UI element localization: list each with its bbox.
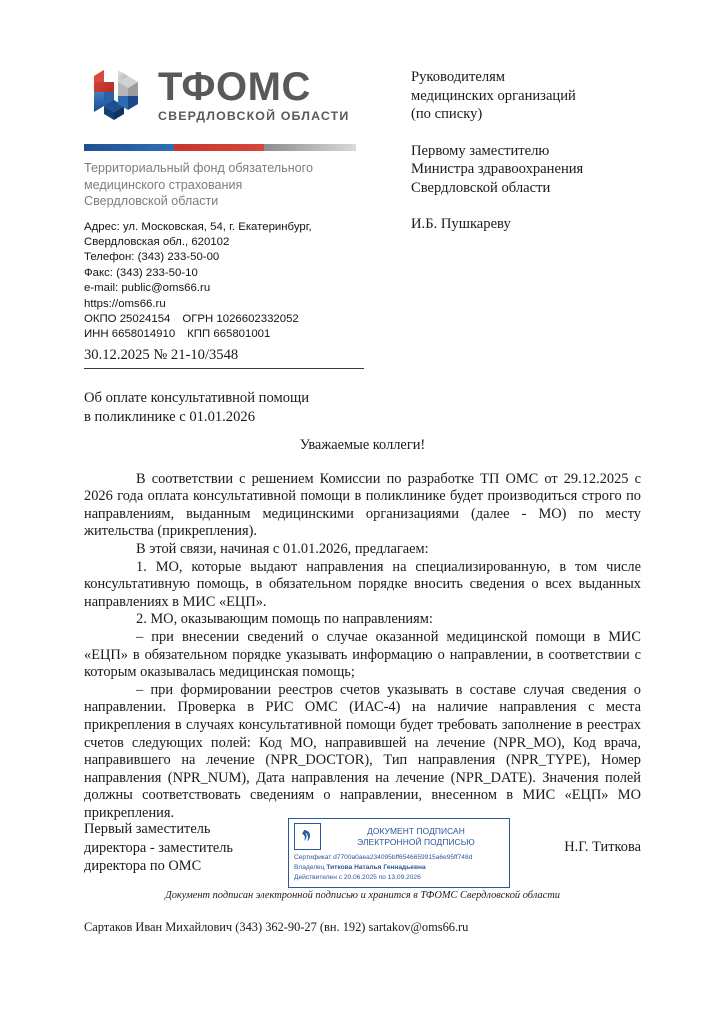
addressee-2-line-1: Первому заместителю — [411, 142, 550, 159]
stamp-footnote: Документ подписан электронной подписью и хранится в ТФОМС Свердловской области — [165, 890, 560, 901]
logo-sub-text: СВЕРДЛОВСКОЙ ОБЛАСТИ — [158, 108, 350, 123]
organization-logo — [84, 58, 364, 130]
stamp-owner — [294, 863, 504, 873]
stamp-heading-line-2: ЭЛЕКТРОННОЙ ПОДПИСЬЮ — [357, 836, 475, 847]
signatory-title-line-3: директора по ОМС — [84, 858, 202, 875]
document-subject — [84, 389, 384, 426]
body-paragraph-5: – при внесении сведений о случае оказанной медицинской помощи в МИС «ЕЦП» в обязательном порядке указывать информацию о направлении, в соответствии с которым оказывалась медицинская помощь; — [84, 628, 641, 681]
stamp-header-row — [294, 823, 504, 850]
signatory-title-line-1: Первый заместитель — [84, 821, 211, 837]
kpp-value: КПП 665801001 — [187, 328, 271, 341]
addressee-2-line-2: Министра здравоохранения — [411, 161, 584, 177]
body-paragraph-1: В соответствии с решением Комиссии по разработке ТП ОМС от 29.12.2025 с 2026 года оплата консультативной помощи в поликлинике будет производиться строго по направлениям, выданным медицинскими организациями (далее - МО) по месту жительства (прикрепления). — [84, 470, 641, 540]
stamp-validity: Действителен с 20.06.2025 по 13.09.2026 — [294, 874, 421, 882]
stamp-owner-label: Владелец — [294, 864, 327, 872]
body-paragraph-6: – при формировании реестров счетов указывать в составе случая сведения о направлении. Проверка в РИС ОМС (ИАС-4) на наличие направления с места прикрепления в случаях консультативной помощи будет требовать заполнение в реестрах счетов следующих полей: Код МО, направившей на лечение (NPR_MO), Код врача, направившего на лечение (NPR_DOCTOR), Тип направления (NPR_TYPE), Номер направления (NPR_NUM), Дата направления на лечение (NPR_DATE). Значения полей должны соответствовать сведениям о направлении, внесенном в МИС «ЕЦП» МО прикрепления. — [84, 681, 641, 821]
tfoms-cross-logo-icon — [84, 62, 148, 126]
subject-line-1: Об оплате консультативной помощи — [84, 390, 310, 406]
signatory-title-line-2: директора - заместитель — [84, 839, 233, 856]
addressee-1-line-3: (по списку) — [411, 106, 483, 122]
addressee-group-2 — [411, 142, 711, 198]
org-name-line-3: Свердловской области — [84, 194, 219, 208]
document-reference-rule — [84, 368, 364, 369]
org-name-line-1: Территориальный фонд обязательного — [84, 161, 313, 175]
contact-details — [84, 220, 364, 343]
electronic-signature-stamp — [288, 818, 510, 888]
body-paragraph-4: 2. МО, оказывающим помощь по направлениям: — [136, 611, 433, 628]
tricolor-divider — [84, 144, 356, 151]
okpo-ogrn-line — [84, 312, 364, 327]
addressee-block — [411, 68, 711, 234]
stamp-heading-line-1: ДОКУМЕНТ ПОДПИСАН — [367, 825, 465, 836]
greeting-line: Уважаемые коллеги! — [299, 437, 426, 453]
website-line: https://oms66.ru — [84, 297, 166, 310]
document-date-number: 30.12.2025 № 21-10/3548 — [84, 347, 239, 363]
stamp-certificate: Сертификат d7700a0aea234095bff6546659915a6e95ff748d — [294, 854, 473, 861]
signatory-name: Н.Г. Титкова — [564, 839, 641, 855]
tricolor-red-segment — [174, 144, 264, 151]
phone-line: Телефон: (343) 233-50-00 — [84, 251, 220, 264]
addressee-1-line-2: медицинских организаций — [411, 87, 576, 104]
letterhead — [84, 58, 364, 343]
tricolor-blue-segment — [84, 144, 174, 151]
body-paragraph-3: 1. МО, которые выдают направления на специализированную, в том числе консультативную помощь, в обязательном порядке вносить сведения о всех выданных направлениях в МИС «ЕЦП». — [84, 558, 641, 610]
inn-value: ИНН 6658014910 — [84, 328, 176, 341]
address-line-1: Адрес: ул. Московская, 54, г. Екатеринбург, — [84, 220, 312, 233]
stamp-owner-name: Титкова Наталья Геннадьевна — [326, 864, 426, 872]
logo-wordmark — [158, 65, 349, 124]
body-paragraph-2: В этой связи, начиная с 01.01.2026, предлагаем: — [136, 540, 429, 557]
tricolor-gray-segment — [264, 144, 356, 151]
stamp-heading — [328, 826, 504, 848]
inn-kpp-line — [84, 327, 364, 342]
addressee-2-line-3: Свердловской области — [411, 179, 551, 196]
document-reference — [84, 346, 364, 369]
addressee-group-1 — [411, 68, 711, 124]
okpo-value: ОКПО 25024154 — [84, 312, 171, 325]
document-body — [84, 437, 641, 822]
addressee-group-3 — [411, 215, 711, 234]
document-footer-contact: Сартаков Иван Михайлович (343) 362-90-27 (вн. 192) sartakov@oms66.ru — [84, 920, 469, 934]
addressee-3-line-1: И.Б. Пушкареву — [411, 216, 511, 232]
stamp-details — [294, 853, 504, 884]
signature-badge-icon — [294, 823, 321, 850]
org-name-line-2: медицинского страхования — [84, 177, 243, 192]
logo-main-text: ТФОМС — [158, 64, 311, 109]
signatory-title — [84, 820, 233, 876]
addressee-1-line-1: Руководителям — [411, 69, 506, 85]
ogrn-value: ОГРН 1026602332052 — [182, 312, 299, 325]
organization-name — [84, 160, 364, 210]
fax-line: Факс: (343) 233-50-10 — [84, 266, 198, 279]
address-line-2: Свердловская обл., 620102 — [84, 235, 230, 248]
subject-line-2: в поликлинике с 01.01.2026 — [84, 408, 255, 425]
email-line: e-mail: public@oms66.ru — [84, 282, 211, 295]
